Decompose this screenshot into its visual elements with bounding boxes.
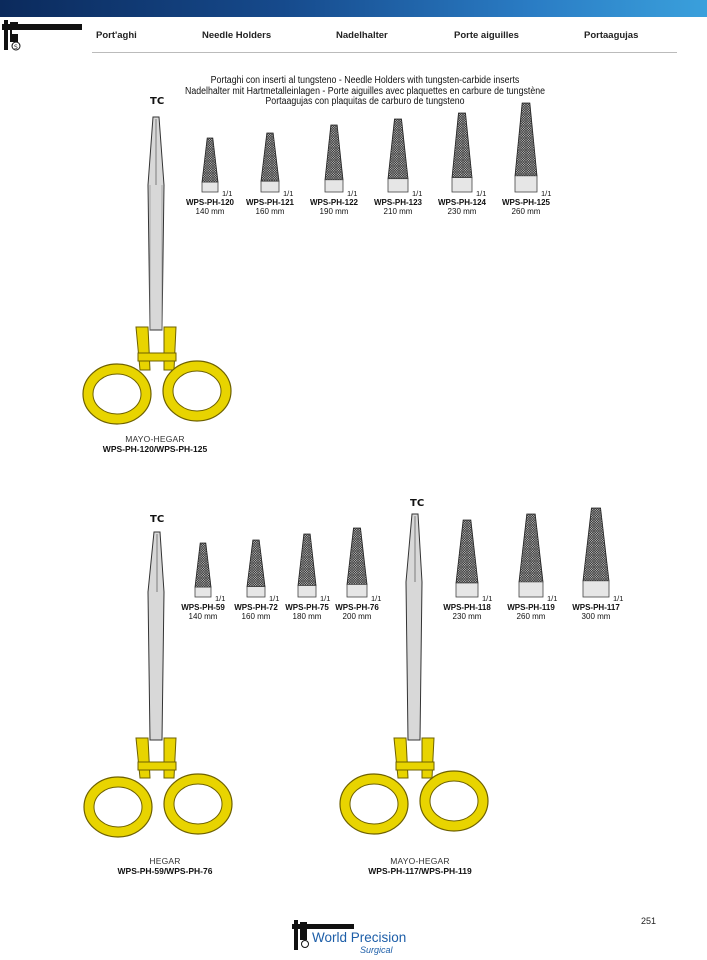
- scale-label: 1/1: [412, 189, 423, 198]
- scale-label: 1/1: [283, 189, 294, 198]
- nav-spanish: Portaagujas: [584, 30, 639, 41]
- tip-label: [178, 198, 242, 216]
- tip-label: [435, 603, 499, 621]
- tip-label: [366, 198, 430, 216]
- scale-label: 1/1: [476, 189, 487, 198]
- product-length: 180 mm: [292, 612, 322, 621]
- product-length: 300 mm: [581, 612, 611, 621]
- heading-line: Portaagujas con plaquitas de carburo de tungsteno: [265, 96, 465, 107]
- product-code: WPS-PH-118: [443, 603, 491, 612]
- header-divider: [92, 52, 677, 53]
- product-length: 230 mm: [452, 612, 482, 621]
- jaw-tip-illustration: [514, 102, 538, 194]
- scale-label: 1/1: [547, 594, 558, 603]
- scale-label: 1/1: [482, 594, 493, 603]
- top-color-bar: [0, 0, 707, 17]
- jaw-tip-illustration: [387, 118, 409, 194]
- product-length: 140 mm: [195, 207, 225, 216]
- product-code: WPS-PH-121: [245, 198, 294, 207]
- instrument-caption: [90, 434, 220, 454]
- nav-french: Porte aiguilles: [454, 30, 519, 41]
- brand-subtitle: Surgical: [360, 945, 393, 955]
- caption-name: HEGAR: [149, 856, 181, 866]
- product-code: WPS-PH-59: [181, 603, 225, 612]
- header-nav: [0, 30, 707, 44]
- nav-english: Needle Holders: [202, 30, 272, 41]
- needle-holder-illustration: [80, 530, 240, 850]
- section-heading: [176, 76, 554, 108]
- scale-label: 1/1: [347, 189, 358, 198]
- jaw-tip-illustration: [260, 132, 280, 194]
- svg-text:S: S: [14, 44, 18, 51]
- caption-name: MAYO-HEGAR: [125, 434, 185, 444]
- caption-codes: WPS-PH-117/WPS-PH-119: [368, 866, 472, 876]
- jaw-tip-illustration: [451, 112, 473, 194]
- product-length: 160 mm: [241, 612, 271, 621]
- scale-label: 1/1: [269, 594, 280, 603]
- scale-label: 1/1: [215, 594, 226, 603]
- jaw-tip-illustration: [297, 533, 317, 599]
- product-code: WPS-PH-125: [501, 198, 550, 207]
- jaw-tip-illustration: [518, 513, 544, 599]
- caption-codes: WPS-PH-59/WPS-PH-76: [117, 866, 213, 876]
- tip-label: [238, 198, 302, 216]
- tip-label: [430, 198, 494, 216]
- nav-german: Nadelhalter: [336, 30, 388, 41]
- tc-label: TC: [410, 498, 425, 509]
- product-length: 230 mm: [447, 207, 477, 216]
- product-length: 140 mm: [188, 612, 218, 621]
- tc-label: TC: [150, 96, 165, 107]
- product-length: 200 mm: [342, 612, 372, 621]
- product-length: 260 mm: [511, 207, 541, 216]
- product-length: 260 mm: [516, 612, 546, 621]
- instrument-caption: [355, 856, 485, 876]
- caption-codes: WPS-PH-120/WPS-PH-125: [102, 444, 208, 454]
- jaw-tip-illustration: [455, 519, 479, 599]
- tc-label: TC: [150, 514, 165, 525]
- scale-label: 1/1: [541, 189, 552, 198]
- jaw-tip-illustration: [194, 542, 212, 599]
- instrument-caption: [100, 856, 230, 876]
- product-code: WPS-PH-124: [437, 198, 486, 207]
- jaw-tip-illustration: [582, 507, 610, 599]
- tip-label: [302, 198, 366, 216]
- product-code: WPS-PH-122: [309, 198, 358, 207]
- product-code: WPS-PH-123: [373, 198, 422, 207]
- heading-line: Portaghi con inserti al tungsteno - Needle Holders with tungsten-carbide inserts: [210, 75, 520, 86]
- brand-name: World Precision: [312, 930, 407, 945]
- product-code: WPS-PH-119: [507, 603, 555, 612]
- product-length: 210 mm: [383, 207, 413, 216]
- scale-label: 1/1: [320, 594, 331, 603]
- product-code: WPS-PH-117: [572, 603, 620, 612]
- scale-label: 1/1: [371, 594, 382, 603]
- jaw-tip-illustration: [324, 124, 344, 194]
- tip-label: [494, 198, 558, 216]
- product-code: WPS-PH-76: [335, 603, 379, 612]
- product-code: WPS-PH-75: [285, 603, 329, 612]
- scale-label: 1/1: [613, 594, 624, 603]
- product-length: 190 mm: [319, 207, 349, 216]
- product-code: WPS-PH-72: [234, 603, 278, 612]
- scale-label: 1/1: [222, 189, 233, 198]
- page-number: 251: [641, 916, 657, 926]
- product-length: 160 mm: [255, 207, 285, 216]
- product-code: WPS-PH-120: [185, 198, 234, 207]
- heading-line: Nadelhalter mit Hartmetalleinlagen - Porte aiguilles avec plaquettes en carbure de tungstène: [184, 85, 546, 97]
- jaw-tip-illustration: [246, 539, 266, 599]
- nav-italian: Port'aghi: [96, 30, 137, 41]
- jaw-tip-illustration: [201, 137, 219, 194]
- caption-name: MAYO-HEGAR: [390, 856, 450, 866]
- tip-label: [499, 603, 563, 621]
- tip-label: [564, 603, 628, 621]
